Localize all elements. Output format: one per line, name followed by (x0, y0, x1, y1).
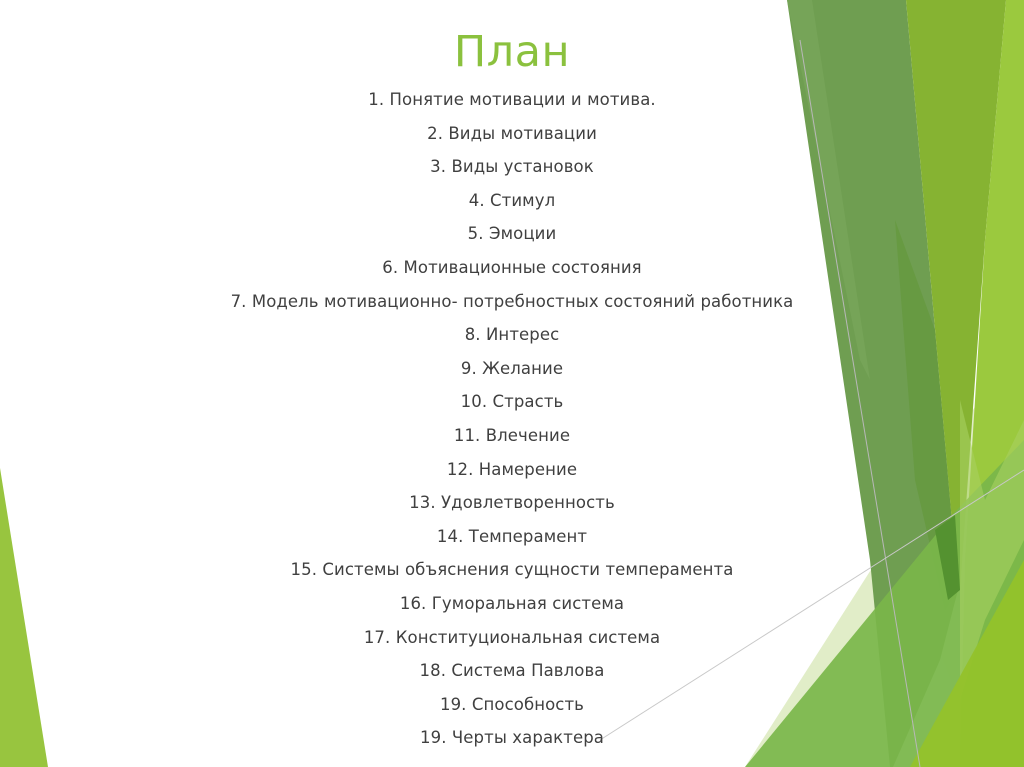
plan-item: 3. Виды установок (430, 157, 594, 177)
plan-item: 5. Эмоции (467, 224, 557, 244)
plan-item: 11. Влечение (453, 425, 571, 445)
plan-item: 8. Интерес (464, 325, 560, 345)
plan-item: 16. Гуморальная система (399, 593, 625, 613)
plan-item: 7. Модель мотивационно- потребностных состояний работника (230, 291, 794, 311)
plan-item: 18. Система Павлова (419, 661, 605, 681)
plan-item: 1. Понятие мотивации и мотива. (368, 90, 656, 109)
slide-title: План (453, 27, 571, 77)
plan-item: 6. Мотивационные состояния (382, 257, 642, 277)
plan-item: 19. Черты характера (420, 728, 604, 748)
plan-item: 14. Темперамент (436, 526, 588, 546)
plan-item: 19. Способность (439, 694, 585, 714)
plan-item: 10. Страсть (460, 392, 564, 412)
plan-item: 12. Намерение (446, 459, 578, 479)
plan-item: 4. Стимул (468, 190, 556, 210)
plan-item: 9. Желание (460, 358, 564, 378)
plan-list (0, 83, 1024, 755)
plan-item: 17. Конституциональная система (363, 627, 661, 647)
plan-item: 2. Виды мотивации (427, 123, 597, 143)
plan-item: 15. Системы объяснения сущности темперамента (290, 560, 734, 580)
plan-item: 13. Удовлетворенность (409, 493, 615, 513)
